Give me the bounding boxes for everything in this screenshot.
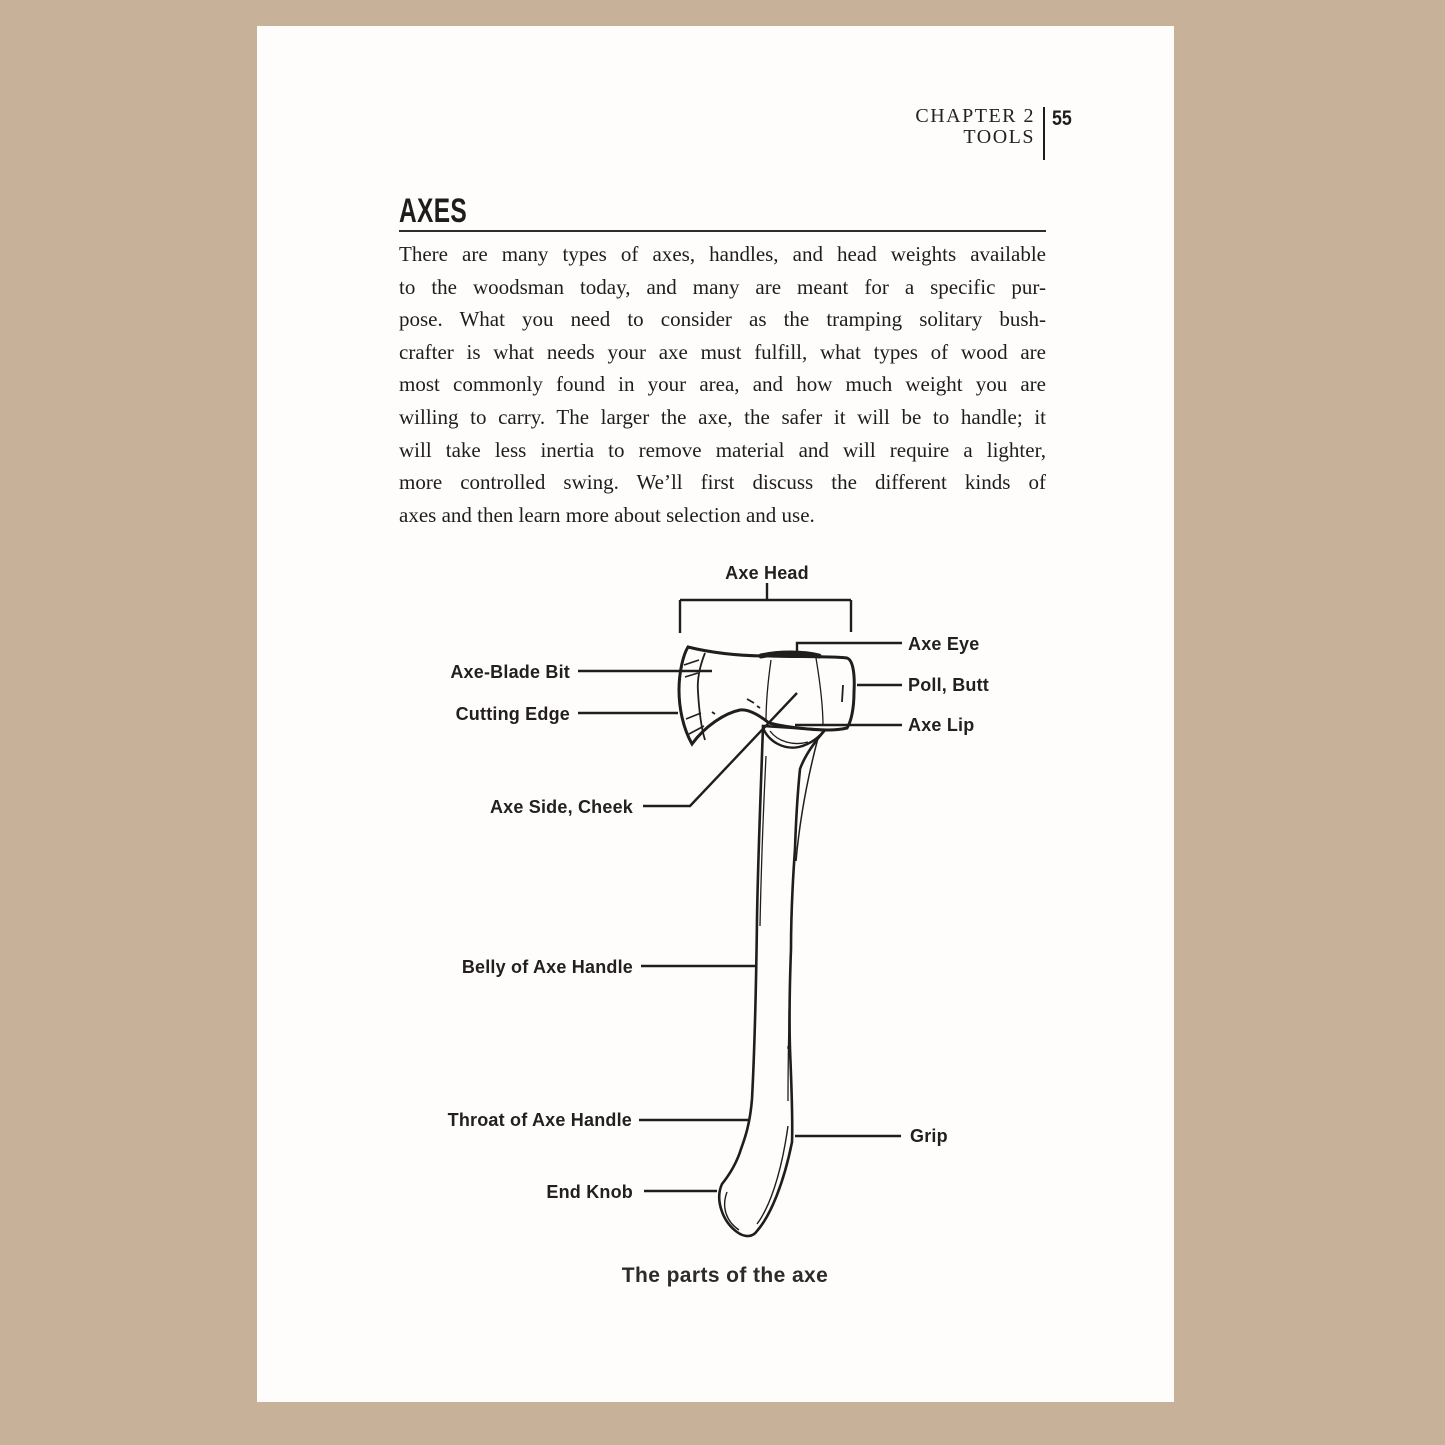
body-paragraph <box>399 238 1046 531</box>
label-throat-of-axe-handle: Throat of Axe Handle <box>447 1110 632 1130</box>
book-page <box>257 26 1174 1402</box>
label-grip: Grip <box>910 1126 948 1146</box>
body-line: to the woodsman today, and many are meant for a specific pur- <box>399 274 1046 299</box>
body-line: axes and then learn more about selection and use. <box>399 502 815 527</box>
label-axe-eye: Axe Eye <box>908 634 980 654</box>
axe-head-bracket <box>680 583 851 633</box>
body-line: pose. What you need to consider as the tramping solitary bush- <box>399 307 1046 332</box>
label-axe-side-cheek: Axe Side, Cheek <box>489 797 633 817</box>
label-axe-head: Axe Head <box>725 563 809 583</box>
body-line: will take less inertia to remove material and will require a lighter, <box>399 437 1046 462</box>
body-line: more controlled swing. We’ll first discuss the different kinds of <box>399 470 1046 495</box>
running-head-divider <box>1043 107 1045 160</box>
chapter-label: CHAPTER 2 <box>915 105 1035 127</box>
body-line: willing to carry. The larger the axe, the safer it will be to handle; it <box>399 404 1046 429</box>
body-line: crafter is what needs your axe must fulfill, what types of wood are <box>399 339 1046 364</box>
heading-rule <box>399 230 1046 232</box>
section-heading: AXES <box>399 192 468 230</box>
label-belly-of-axe-handle: Belly of Axe Handle <box>461 957 633 977</box>
label-end-knob: End Knob <box>546 1182 633 1202</box>
axe-head-drawing <box>679 647 854 748</box>
label-axe-lip: Axe Lip <box>908 715 975 735</box>
running-head <box>915 106 1035 148</box>
body-line: There are many types of axes, handles, and head weights available <box>399 242 1046 266</box>
page-number: 55 <box>1052 107 1072 130</box>
axe-handle-drawing <box>719 726 825 1236</box>
label-axe-blade-bit: Axe-Blade Bit <box>450 662 570 682</box>
label-cutting-edge: Cutting Edge <box>455 704 570 724</box>
label-poll-butt: Poll, Butt <box>908 675 989 695</box>
section-label: TOOLS <box>963 126 1035 148</box>
body-line: most commonly found in your area, and how much weight you are <box>399 372 1046 397</box>
axe-diagram-figure <box>257 546 1174 1286</box>
figure-caption: The parts of the axe <box>621 1264 829 1287</box>
